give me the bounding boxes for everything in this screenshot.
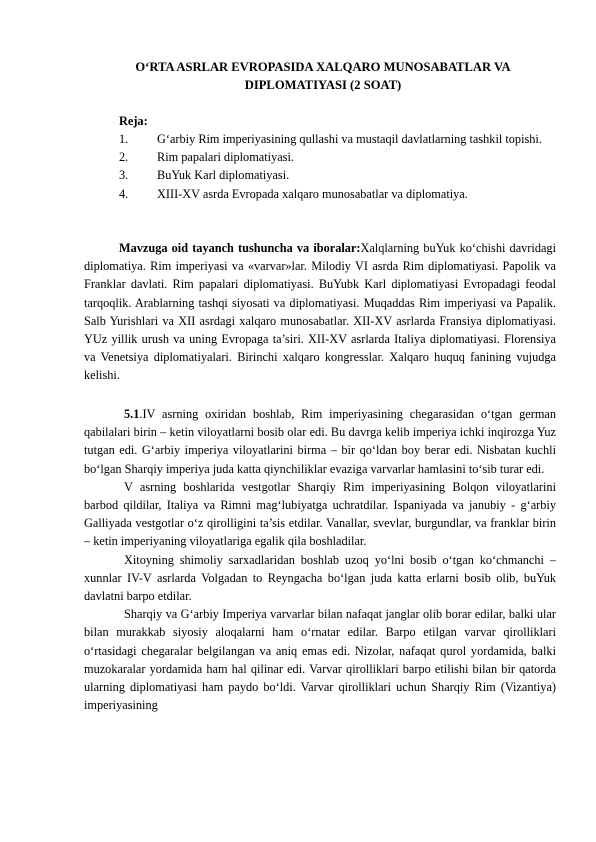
key-concepts-text: Xalqlarning buYuk ko‘chishi davridagi diplomatiya. Rim imperiyasi va «varvar»lar. Milodiy VI asrda Rim diplomatiyasi. Papolik va Franklar davlati. Rim papalari diplomatiyasi. BuYubk Karl diplomatiyasi Evropadagi feodal tarqoqlik. Arablarning tashqi siyosati va diplomatiyasi. Muqaddas Rim imperiyasi va Papalik. Salb Yurishlari va XII asrdagi xalqaro munosabatlar. XII-XV asrlarda Fransiya diplomatiyasi. YUz yillik urush va uning Evropaga ta’siri. XII-XV asrlarda Italiya diplomatiyasi. Florensiya va Venetsiya diplomatiyalari. Birinchi xalqaro kongresslar. Xalqaro huquq fanining vujudga kelishi. (84, 241, 556, 383)
section-body (84, 405, 556, 714)
title-line-1: O‘RTA ASRLAR EVROPASIDA XALQARO MUNOSABATLAR VA (135, 60, 511, 74)
key-concepts-label: Mavzuga oid tayanch tushuncha va iboralar: (119, 241, 361, 255)
paragraph-text: .IV asrning oxiridan boshlab, Rim imperiyasining chegarasidan o‘tgan german qabilalari birin – ketin viloyatlarni bosib olar edi. Bu davrga kelib imperiya ichki inqirozga Yuz tutgan edi. G‘arbiy imperiya viloyatlarini birma – bir qo‘ldan boy berar edi. Nisbatan kuchli bo‘lgan Sharqiy imperiya juda katta qiynchiliklar evaziga varvarlar hamlasini to‘sib turar edi. (84, 407, 556, 476)
plan-heading: Reja: (119, 114, 148, 128)
key-concepts-section (84, 239, 556, 385)
paragraph-text: V asrning boshlarida vestgotlar Sharqiy Rim imperiyasining Bolqon viloyatlarini barbod qildilar, Italiya va Rimni mag‘lubiyatga uchratdilar. Ispaniyada va janubiy - g‘arbiy Galliyada vestgotlar o‘z qirolligini ta’sis etdilar. Vanallar, svevlar, burgundlar, va franklar birin – ketin imperiyaning viloyatlariga egalik qila boshladilar. (84, 479, 556, 549)
plan-item-1 (84, 130, 556, 148)
plan-item-text: Rim papalari diplomatiyasi. (157, 150, 294, 165)
section-number: 5.1 (124, 407, 140, 421)
plan-item-number: 2. (119, 150, 129, 165)
plan-item-number: 3. (119, 168, 129, 183)
paragraph-1 (84, 405, 556, 478)
plan-item-4 (84, 185, 556, 203)
plan-item-3 (84, 166, 556, 184)
paragraph-text: Sharqiy va G‘arbiy Imperiya varvarlar bilan nafaqat janglar olib borar edilar, balki ular bilan murakkab siyosiy aloqalarni ham o‘rnatar edilar. Barpo etilgan varvar qirolliklari o‘rtasidagi chegaralar belgilangan va aniq emas edi. Nizolar, nafaqat qurol yordamida, balki muzokaralar yordamida ham hal qilinar edi. Varvar qirolliklari barpo etilishi bilan bir qatorda ularning diplomatiyasi ham paydo bo‘ldi. Varvar qirolliklari uchun Sharqiy Rim (Vizantiya) imperiyasining (84, 607, 556, 713)
plan-item-2 (84, 148, 556, 166)
document-title (90, 58, 556, 94)
paragraph-3 (84, 551, 556, 606)
paragraph-2 (84, 478, 556, 551)
plan-item-number: 4. (119, 186, 129, 201)
paragraph-4 (84, 605, 556, 714)
plan-item-text: G‘arbiy Rim imperiyasining qullashi va mustaqil davlatlarning tashkil topishi. (157, 132, 542, 146)
title-line-2: DIPLOMATIYASI (2 SOAT) (244, 78, 402, 92)
paragraph-text: Xitoyning shimoliy sarxadlaridan boshlab uzoq yo‘lni bosib o‘tgan ko‘chmanchi – xunnlar IV-V asrlarda Volgadan to Reyngacha bo‘lgan juda katta erlarni bosib olib, buYuk davlatni barpo etdilar. (84, 552, 556, 604)
plan-item-text: XIII-XV asrda Evropada xalqaro munosabatlar va diplomatiya. (157, 186, 468, 201)
key-concepts-paragraph (84, 239, 556, 385)
plan-list (84, 130, 556, 203)
plan-item-number: 1. (119, 132, 129, 146)
plan-item-text: BuYuk Karl diplomatiyasi. (157, 168, 290, 183)
